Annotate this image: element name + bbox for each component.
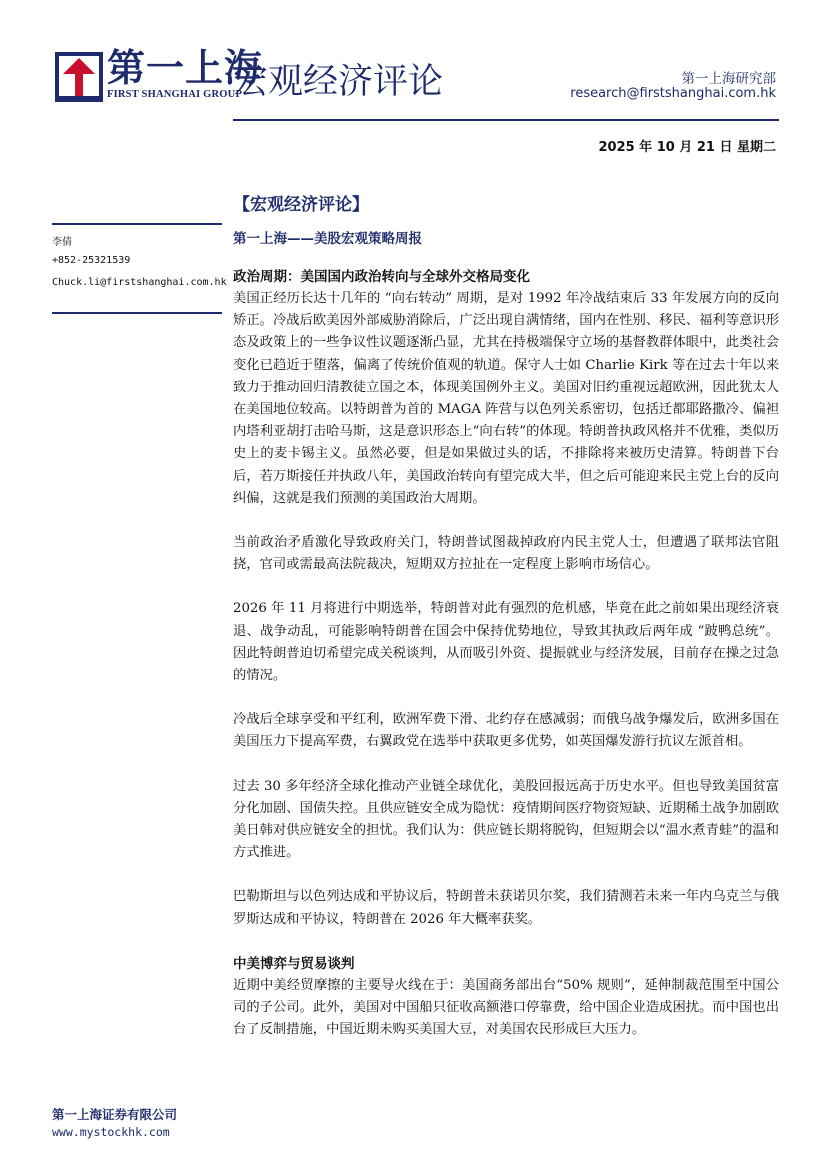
analyst-phone: +852-25321539 [52, 255, 131, 266]
paragraph: 2026 年 11 月将进行中期选举，特朗普对此有强烈的危机感，毕竟在此之前如果出现经济衰退、战争动乱，可能影响特朗普在国会中保持优势地位，导致其执政后两年成 “跛鸭总统”。因此特朗普迫切希望完成关税谈判，从而吸引外资、提振就业与经济发展，目前存在操之过急的情况。 [233, 601, 779, 684]
report-date: 2025 年 10 月 21 日 星期二 [598, 140, 776, 155]
paragraph: 近期中美经贸摩擦的主要导火线在于：美国商务部出台“50% 规则”，延伸制裁范围至中国公司的子公司。此外，美国对中国船只征收高额港口停靠费，给中国企业造成困扰。而中国也出台了反制措施，中国近期未购买美国大豆，对美国农民形成巨大压力。 [233, 977, 779, 1038]
report-title: 宏观经济评论 [233, 62, 444, 102]
paragraph: 冷战后全球享受和平红利，欧洲军费下滑、北约存在感减弱；而俄乌战争爆发后，欧洲多国在美国压力下提高军费，右翼政党在选举中获取更多优势，如英国爆发游行抗议左派首相。 [233, 712, 779, 750]
article-body [233, 266, 779, 1063]
footer-company: 第一上海证券有限公司 [52, 1107, 178, 1122]
department-name: 第一上海研究部 [681, 71, 776, 87]
research-email[interactable]: research@firstshanghai.com.hk [570, 86, 776, 101]
footer-website-link[interactable]: www.mystockhk.com [52, 1125, 170, 1139]
logo-english-name: FIRST SHANGHAI GROUP [107, 89, 243, 100]
analyst-email[interactable]: Chuck.li@firstshanghai.com.hk [52, 277, 227, 288]
report-subtitle: 第一上海——美股宏观策略周报 [233, 231, 422, 247]
logo-mark [55, 52, 103, 102]
sidebar-top-divider [52, 223, 222, 225]
section-heading-politics: 政治周期：美国国内政治转向与全球外交格局变化 [233, 269, 530, 285]
paragraph: 过去 30 多年经济全球化推动产业链全球优化，美股回报远高于历史水平。但也导致美国贫富分化加剧、国债失控。且供应链安全成为隐忧：疫情期间医疗物资短缺、近期稀土战争加剧欧美日韩对供应链安全的担忧。我们认为：供应链长期将脱钩，但短期会以“温水煮青蛙”的温和方式推进。 [233, 778, 779, 861]
logo-chinese-name: 第一上海 [107, 45, 264, 90]
section-heading-trade: 中美博弈与贸易谈判 [233, 955, 355, 972]
paragraph: 美国正经历长达十几年的 “向右转动” 周期，是对 1992 年冷战结束后 33 年发展方向的反向矫正。冷战后欧美因外部威胁消除后，广泛出现自满情绪，国内在性别、移民、福利等意识形态及政策上的一些争议性议题逐渐凸显，尤其在持极端保守立场的基督教群体眼中，此类社会变化已趋近于堕落，偏离了传统价值观的轨道。保守人士如 Charlie Kirk 等在过去十年以来致力于推动回归清教徒立国之本，体现美国例外主义。美国对旧约重视远超欧洲，因此犹太人在美国地位较高。以特朗普为首的 MAGA 阵营与以色列关系密切，包括迁都耶路撒冷、偏袒内塔利亚胡打击哈马斯，这是意识形态上“向右转”的体现。特朗普执政风格并不优雅，类似历史上的麦卡锡主义。虽然必要，但是如果做过头的话，不排除将来被历史清算。特朗普下台后，若万斯接任并执政八年，美国政治转向有望完成大半，但之后可能迎来民主党上台的反向纠偏，这就是我们预测的美国政治大周期。 [233, 291, 779, 506]
paragraph: 巴勒斯坦与以色列达成和平协议后，特朗普未获诺贝尔奖，我们猜测若未来一年内乌克兰与俄罗斯达成和平协议，特朗普在 2026 年大概率获奖。 [233, 889, 779, 927]
sidebar-bottom-divider [52, 312, 222, 314]
section-tag: 【宏观经济评论】 [233, 195, 369, 215]
paragraph: 当前政治矛盾激化导致政府关门，特朗普试图裁掉政府内民主党人士，但遭遇了联邦法官阻挠，官司或需最高法院裁决，短期双方拉扯在一定程度上影响市场信心。 [233, 535, 779, 573]
analyst-name: 李倩 [52, 237, 72, 248]
header-divider [233, 119, 779, 121]
